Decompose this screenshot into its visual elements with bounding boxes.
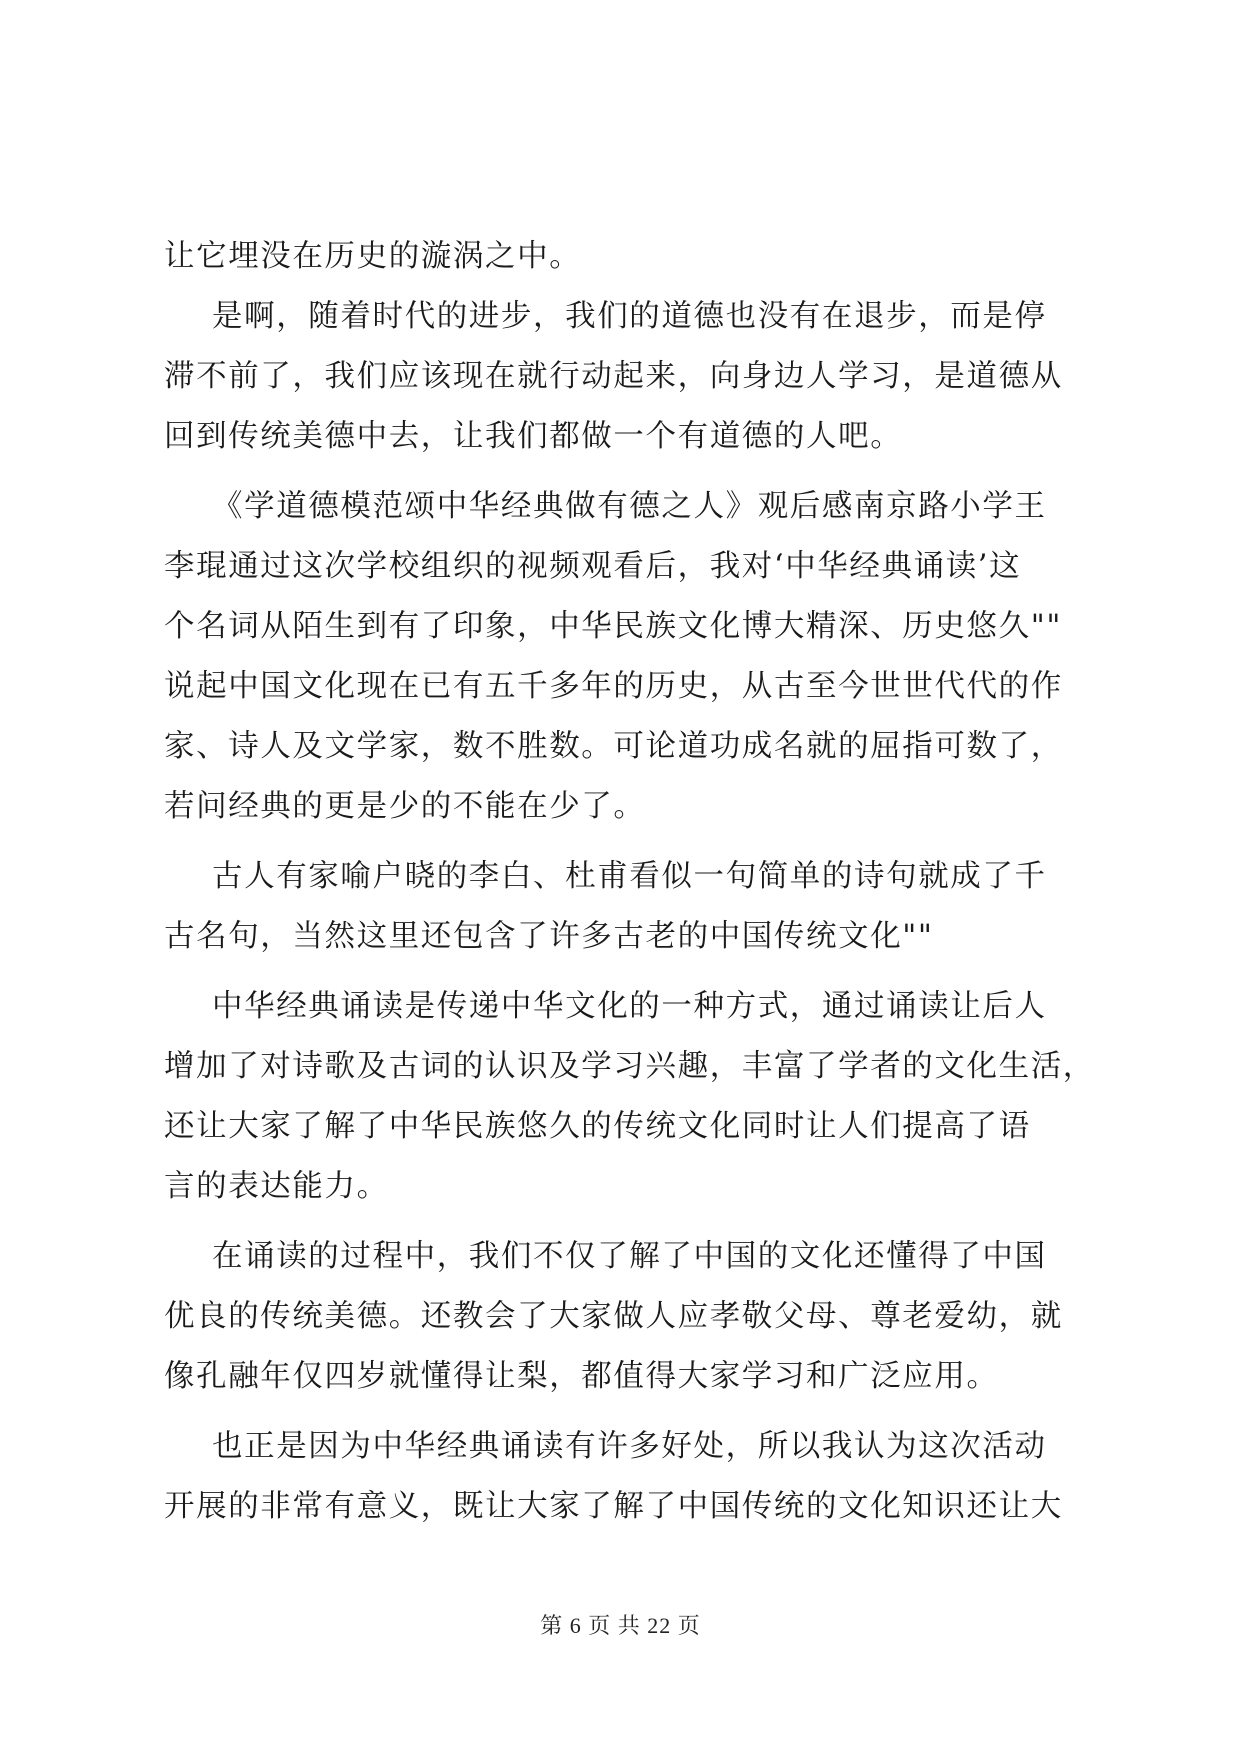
text-line: 像孔融年仅四岁就懂得让梨，都值得大家学习和广泛应用。	[164, 1359, 999, 1394]
text-line: 增加了对诗歌及古词的认识及学习兴趣，丰富了学者的文化生活，	[164, 1049, 1095, 1084]
text-line: 《学道德模范颂中华经典做有德之人》观后感南京路小学王	[212, 489, 1047, 524]
text-line: 也正是因为中华经典诵读有许多好处，所以我认为这次活动	[212, 1429, 1047, 1464]
text-line: 让它埋没在历史的漩涡之中。	[164, 239, 582, 274]
text-line: 个名词从陌生到有了印象，中华民族文化博大精深、历史悠久""	[164, 609, 1062, 644]
text-line: 古人有家喻户晓的李白、杜甫看似一句简单的诗句就成了千	[212, 859, 1047, 894]
text-line: 开展的非常有意义，既让大家了解了中国传统的文化知识还让大	[164, 1489, 1063, 1524]
text-line: 滞不前了，我们应该现在就行动起来，向身边人学习，是道德从	[164, 359, 1063, 394]
text-line: 李琨通过这次学校组织的视频观看后，我对‘中华经典诵读’这	[164, 549, 1022, 584]
text-line: 若问经典的更是少的不能在少了。	[164, 789, 646, 824]
text-line: 说起中国文化现在已有五千多年的历史，从古至今世世代代的作	[164, 669, 1063, 704]
text-line: 还让大家了解了中华民族悠久的传统文化同时让人们提高了语	[164, 1109, 1031, 1144]
text-line: 回到传统美德中去，让我们都做一个有道德的人吧。	[164, 419, 903, 454]
text-line: 家、诗人及文学家，数不胜数。可论道功成名就的屈指可数了，	[164, 729, 1063, 764]
page-footer: 第 6 页 共 22 页	[540, 1613, 701, 1638]
text-line: 在诵读的过程中，我们不仅了解了中国的文化还懂得了中国	[212, 1239, 1047, 1274]
text-line: 中华经典诵读是传递中华文化的一种方式，通过诵读让后人	[212, 989, 1047, 1024]
text-line: 古名句，当然这里还包含了许多古老的中国传统文化""	[164, 919, 934, 954]
text-line: 是啊，随着时代的进步，我们的道德也没有在退步，而是停	[212, 299, 1047, 334]
text-line: 言的表达能力。	[164, 1169, 389, 1204]
text-line: 优良的传统美德。还教会了大家做人应孝敬父母、尊老爱幼，就	[164, 1299, 1063, 1334]
